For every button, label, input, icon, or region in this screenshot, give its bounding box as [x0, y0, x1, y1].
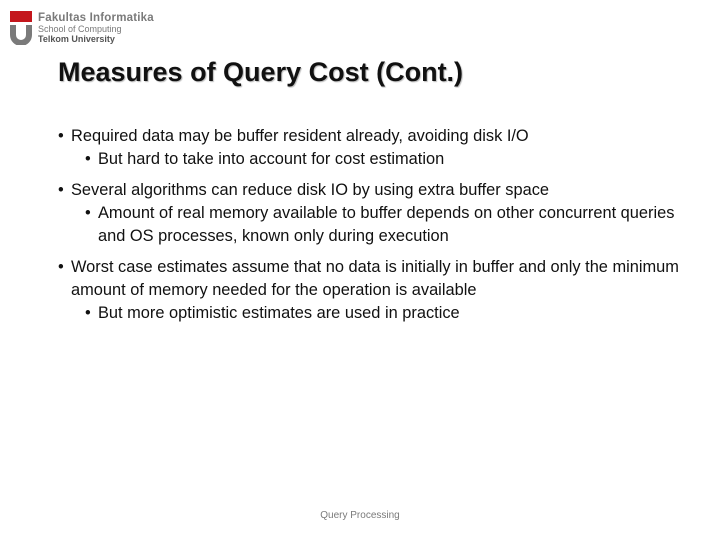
- bullet-marker: •: [58, 258, 64, 276]
- logo-school-name: School of Computing: [38, 23, 122, 34]
- bullet-2-text: Several algorithms can reduce disk IO by using extra buffer space: [71, 181, 550, 199]
- bullet-marker: •: [58, 181, 64, 199]
- bullet-3-text: Worst case estimates assume that no data is initially in buffer and only the minimum amount of memory needed for the operation is available: [71, 258, 679, 299]
- bullet-2-sub-1: [58, 202, 698, 248]
- bullet-3-sub-1-text: But more optimistic estimates are used in practice: [98, 304, 460, 322]
- bullet-2-sub-1-text: Amount of real memory available to buffer depends on other concurrent queries and OS processes, known only during execution: [98, 204, 675, 245]
- slide-content: [58, 125, 698, 325]
- logo-university-name: Telkom University: [38, 33, 115, 44]
- bullet-1-text: Required data may be buffer resident already, avoiding disk I/O: [71, 127, 529, 145]
- bullet-1-sub-1: [58, 148, 698, 171]
- bullet-3: [58, 256, 698, 302]
- bullet-marker: •: [85, 304, 91, 322]
- bullet-3-sub-1: [58, 302, 698, 325]
- bullet-2: [58, 179, 698, 202]
- bullet-marker: •: [58, 127, 64, 145]
- telkom-logo-icon: [8, 11, 34, 45]
- bullet-1-sub-1-text: But hard to take into account for cost estimation: [98, 150, 445, 168]
- slide-footer: Query Processing: [320, 510, 400, 521]
- bullet-1: [58, 125, 698, 148]
- bullet-marker: •: [85, 150, 91, 168]
- slide-title: Measures of Query Cost (Cont.): [58, 57, 464, 87]
- bullet-marker: •: [85, 204, 91, 222]
- logo-faculty-name: Fakultas Informatika: [38, 12, 154, 24]
